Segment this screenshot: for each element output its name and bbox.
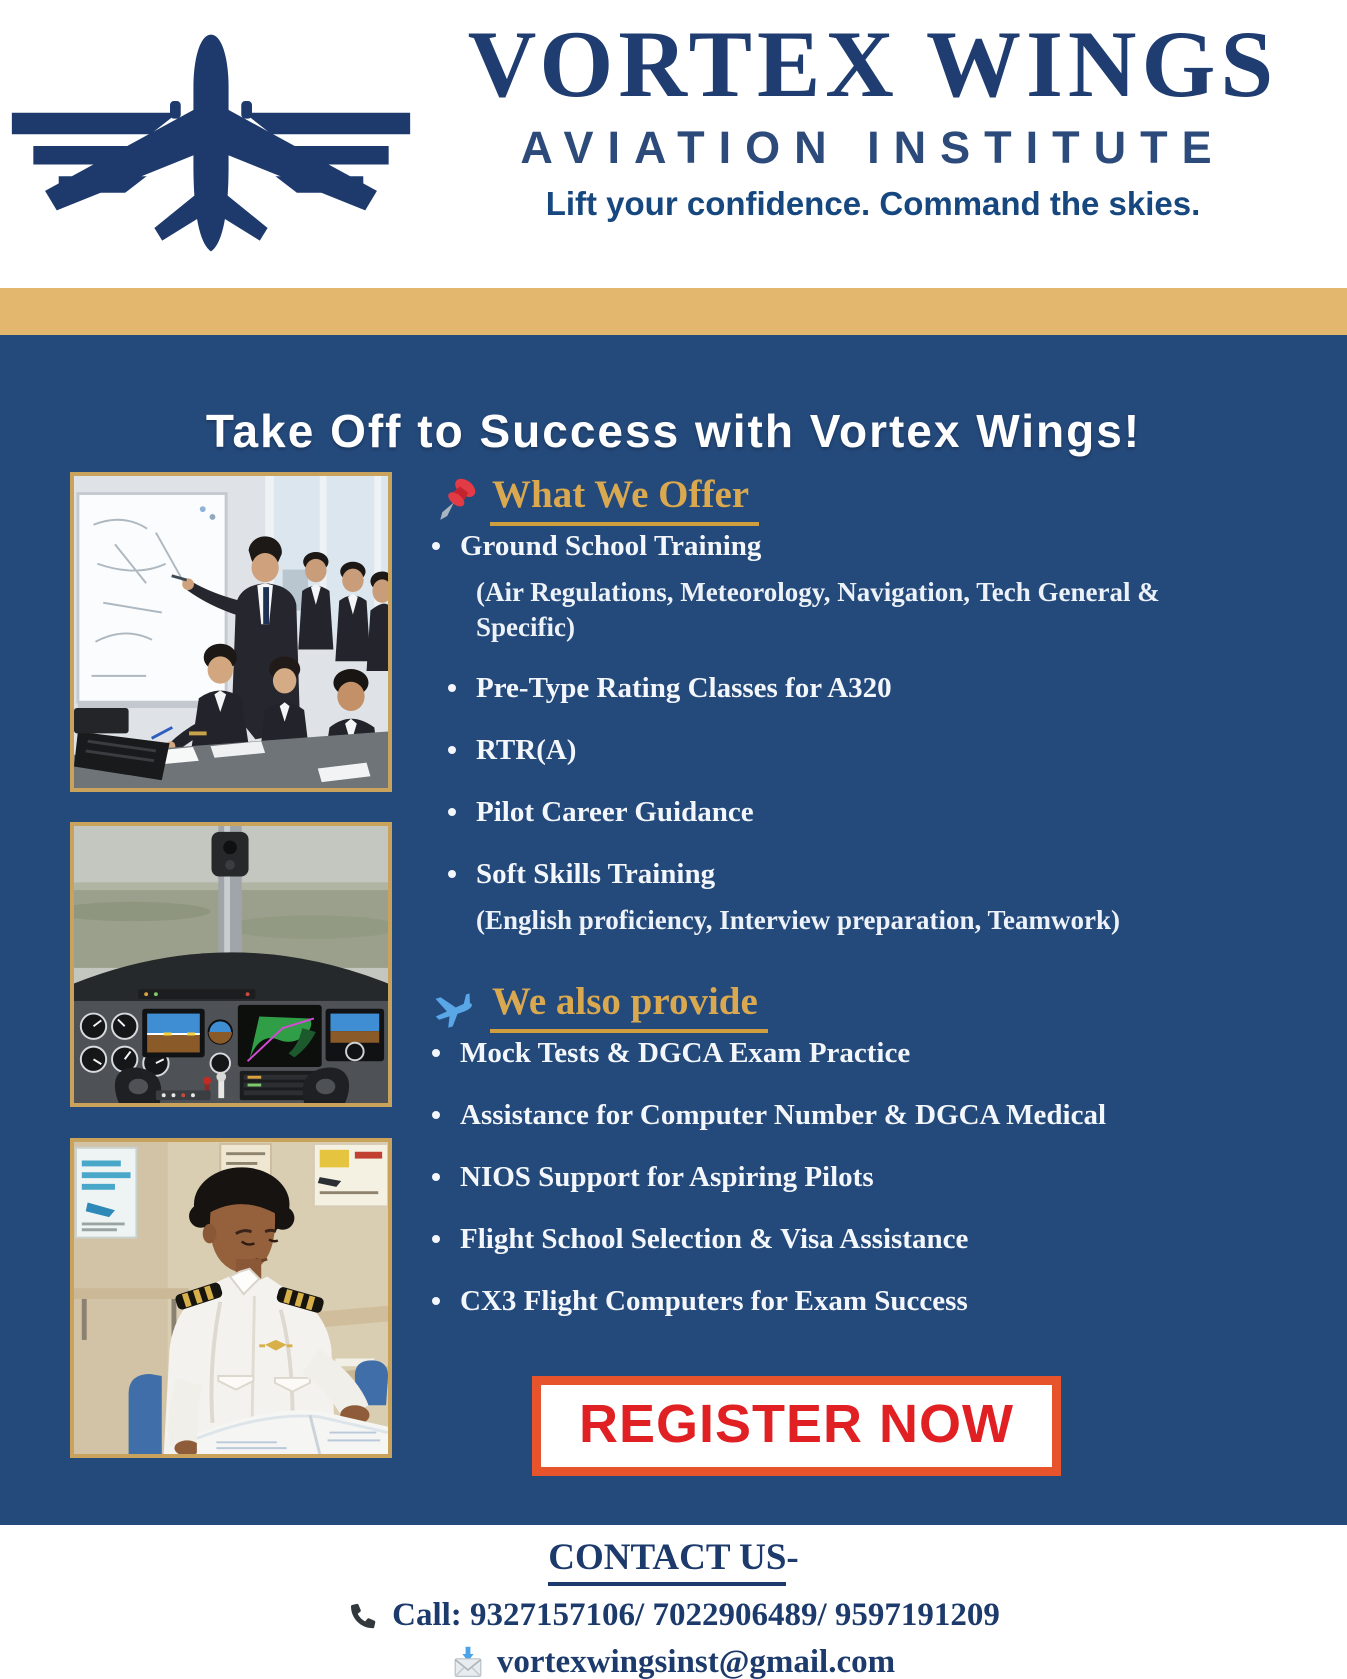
brand-title: VORTEX WINGS [467,11,1279,117]
bullet-dot [432,1049,440,1057]
bullet-dot [432,1235,440,1243]
email-address: vortexwingsinst@gmail.com [496,1643,896,1679]
bullet-dot [448,684,456,692]
cockpit-panel-photo [70,822,392,1107]
offer-item [432,855,1232,938]
gold-divider-band [0,288,1347,335]
offer-item-label: Pilot Career Guidance [476,796,754,828]
classroom-training-photo [70,472,392,792]
provide-item [432,1220,1232,1258]
bullet-dot [432,1297,440,1305]
provide-item-label: Mock Tests & DGCA Exam Practice [460,1037,911,1069]
provide-item [432,1034,1232,1072]
brand-block [408,11,1338,222]
email-row [0,1644,1347,1679]
provide-item-label: CX3 Flight Computers for Exam Success [460,1285,968,1317]
bullet-dot [432,542,440,550]
contact-title [0,1538,1347,1586]
main-section [0,335,1347,1525]
provide-item [432,1096,1232,1134]
content-lists [432,475,1232,1476]
brand-tagline: Lift your confidence. Command the skies. [545,184,1201,222]
provide-item [432,1282,1232,1320]
provide-item-label: Assistance for Computer Number & DGCA Medical [460,1099,1107,1131]
register-now-button[interactable]: REGISTER NOW [532,1376,1061,1476]
provide-section-title: We also provide [490,982,768,1033]
offer-item [432,527,1232,645]
phone-icon [347,1599,379,1631]
contact-title-text: CONTACT US [548,1538,786,1586]
contact-title-dash: - [786,1537,799,1578]
bullet-dot [448,746,456,754]
offer-item-note: (English proficiency, Interview preparation, Teamwork) [476,905,1121,935]
hero-heading: Take Off to Success with Vortex Wings! [205,404,1142,457]
phone-row [0,1597,1347,1633]
provide-list [432,1034,1232,1320]
offer-item-label: Pre-Type Rating Classes for A320 [476,672,892,704]
provide-item [432,1158,1232,1196]
offer-section-header [432,475,1232,527]
offer-item-label: Soft Skills Training [476,858,716,890]
offer-item [432,731,1232,769]
bullet-dot [432,1173,440,1181]
offer-item-note: (Air Regulations, Meteorology, Navigation, Tech General & Specific) [476,577,1160,642]
provide-item-label: NIOS Support for Aspiring Pilots [460,1161,874,1193]
bullet-dot [448,808,456,816]
offer-section-title: What We Offer [490,475,759,526]
offer-item [432,793,1232,831]
offer-list [432,527,1232,938]
offer-item [432,669,1232,707]
bullet-dot [432,1111,440,1119]
airplane-wings-logo-icon [6,24,416,264]
envelope-arrow-icon [452,1646,484,1678]
provide-item-label: Flight School Selection & Visa Assistance [460,1223,969,1255]
offer-item-label: Ground School Training [460,530,762,562]
provide-section-header [432,982,1232,1034]
brand-subtitle: AVIATION INSTITUTE [520,121,1226,173]
offer-item-label: RTR(A) [476,734,577,766]
airplane-icon [432,982,478,1034]
contact-footer [0,1525,1347,1679]
pushpin-icon [432,475,478,527]
bullet-dot [448,870,456,878]
student-studying-photo [70,1138,392,1458]
header [0,0,1347,288]
phone-numbers: Call: 9327157106/ 7022906489/ 9597191209 [392,1596,1000,1633]
